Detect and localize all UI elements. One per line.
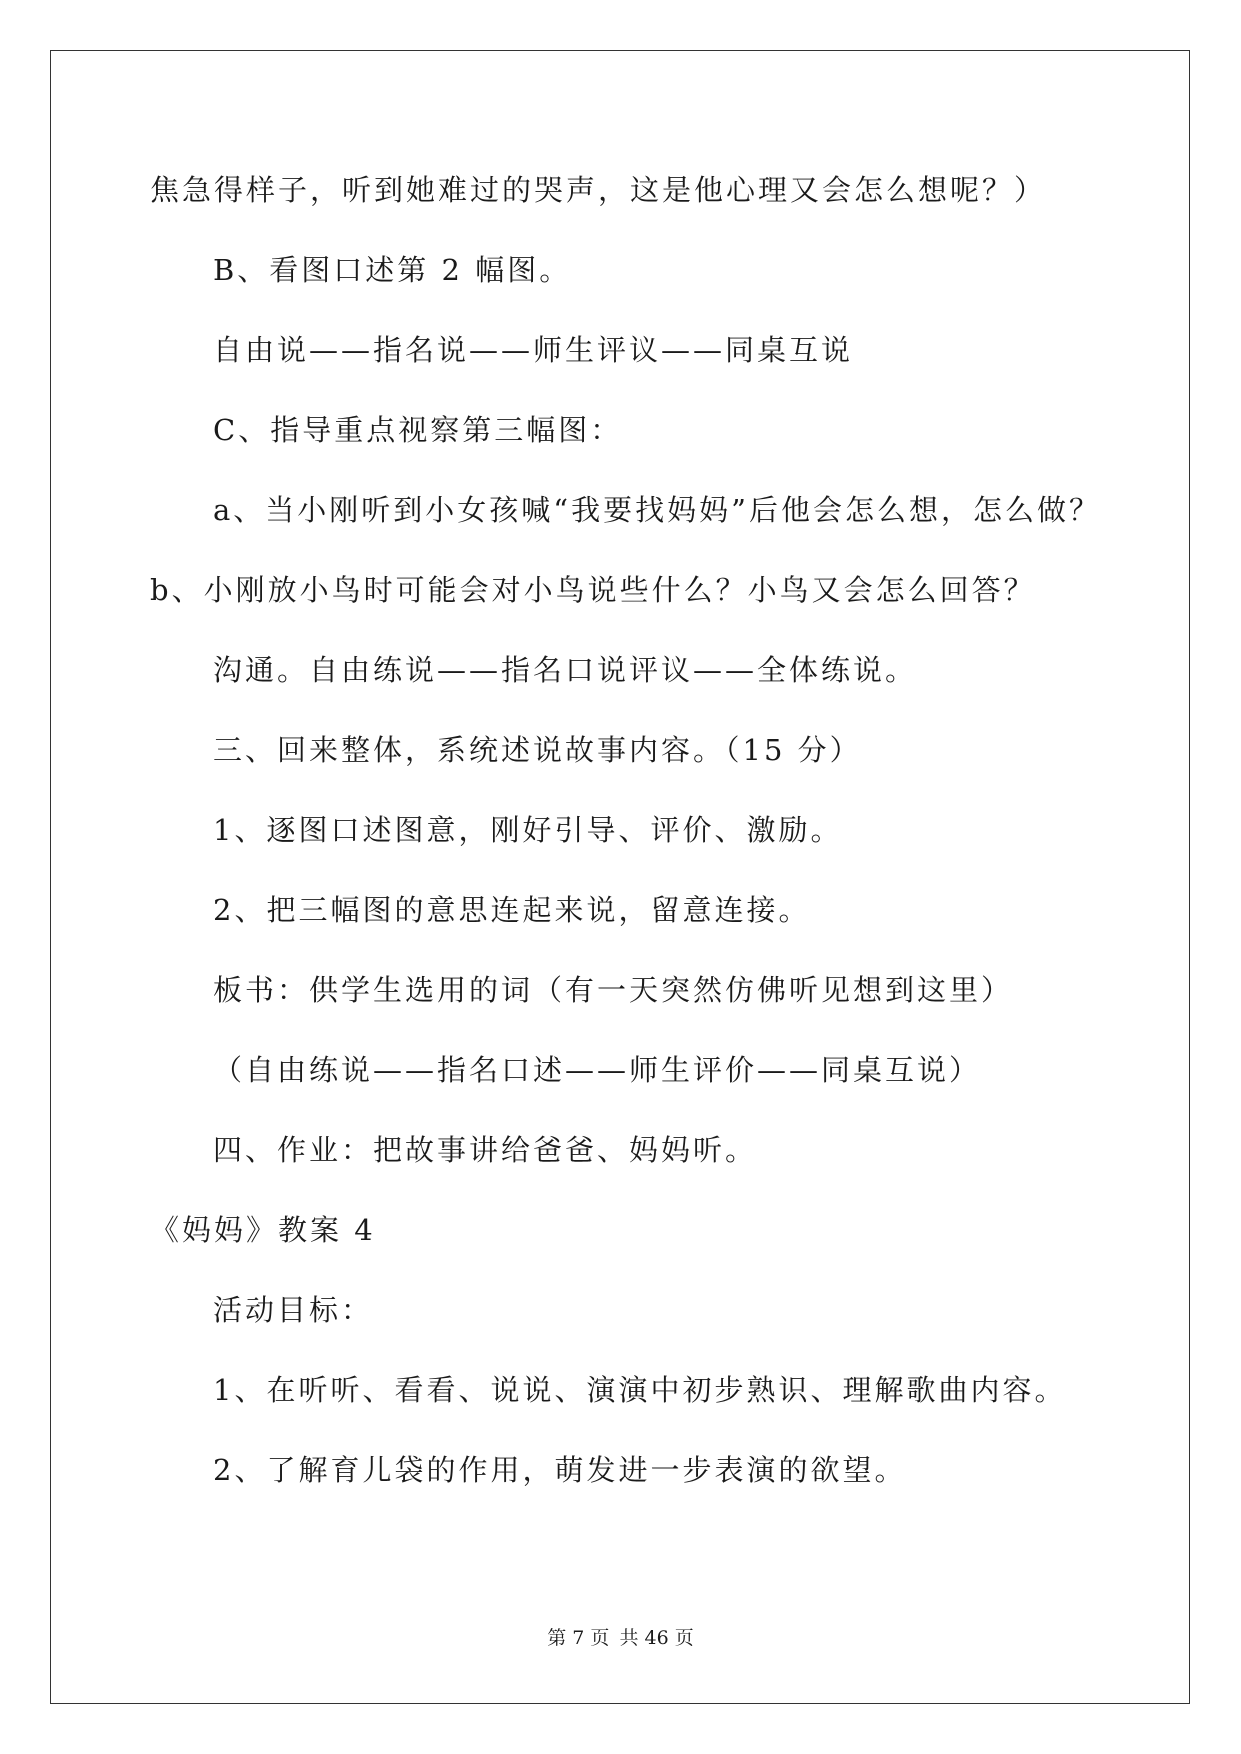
page-total: 共 46 页 bbox=[619, 1627, 694, 1649]
text-line: B、看图口述第 2 幅图。 bbox=[213, 253, 572, 287]
text-line: C、指导重点视察第三幅图： bbox=[213, 413, 623, 447]
text-line: 四、作业：把故事讲给爸爸、妈妈听。 bbox=[213, 1133, 758, 1167]
text-line: 自由说——指名说——师生评议——同桌互说 bbox=[213, 333, 854, 367]
text-line: 焦急得样子，听到她难过的哭声，这是他心理又会怎么想呢？） bbox=[150, 173, 1047, 207]
text-line: 1、在听听、看看、说说、演演中初步熟识、理解歌曲内容。 bbox=[213, 1373, 1067, 1407]
page-footer bbox=[0, 1623, 1241, 1650]
text-line: b、小刚放小鸟时可能会对小鸟说些什么？小鸟又会怎么回答？ bbox=[150, 573, 1036, 607]
text-line: 2、了解育儿袋的作用，萌发进一步表演的欲望。 bbox=[213, 1453, 907, 1487]
text-line: 沟通。自由练说——指名口说评议——全体练说。 bbox=[213, 653, 918, 687]
text-line: a、当小刚听到小女孩喊“我要找妈妈”后他会怎么想，怎么做？ bbox=[213, 493, 1101, 527]
text-line: 1、逐图口述图意，刚好引导、评价、激励。 bbox=[213, 813, 843, 847]
text-line: （自由练说——指名口述——师生评价——同桌互说） bbox=[213, 1053, 982, 1087]
text-line: 活动目标： bbox=[213, 1293, 374, 1327]
page-number: 第 7 页 bbox=[547, 1627, 610, 1649]
text-line: 三、回来整体，系统述说故事内容。（15 分） bbox=[213, 733, 862, 767]
text-line: 2、把三幅图的意思连起来说，留意连接。 bbox=[213, 893, 811, 927]
section-heading: 《妈妈》教案 4 bbox=[150, 1213, 376, 1247]
text-line: 板书：供学生选用的词（有一天突然仿佛听见想到这里） bbox=[213, 973, 1014, 1007]
